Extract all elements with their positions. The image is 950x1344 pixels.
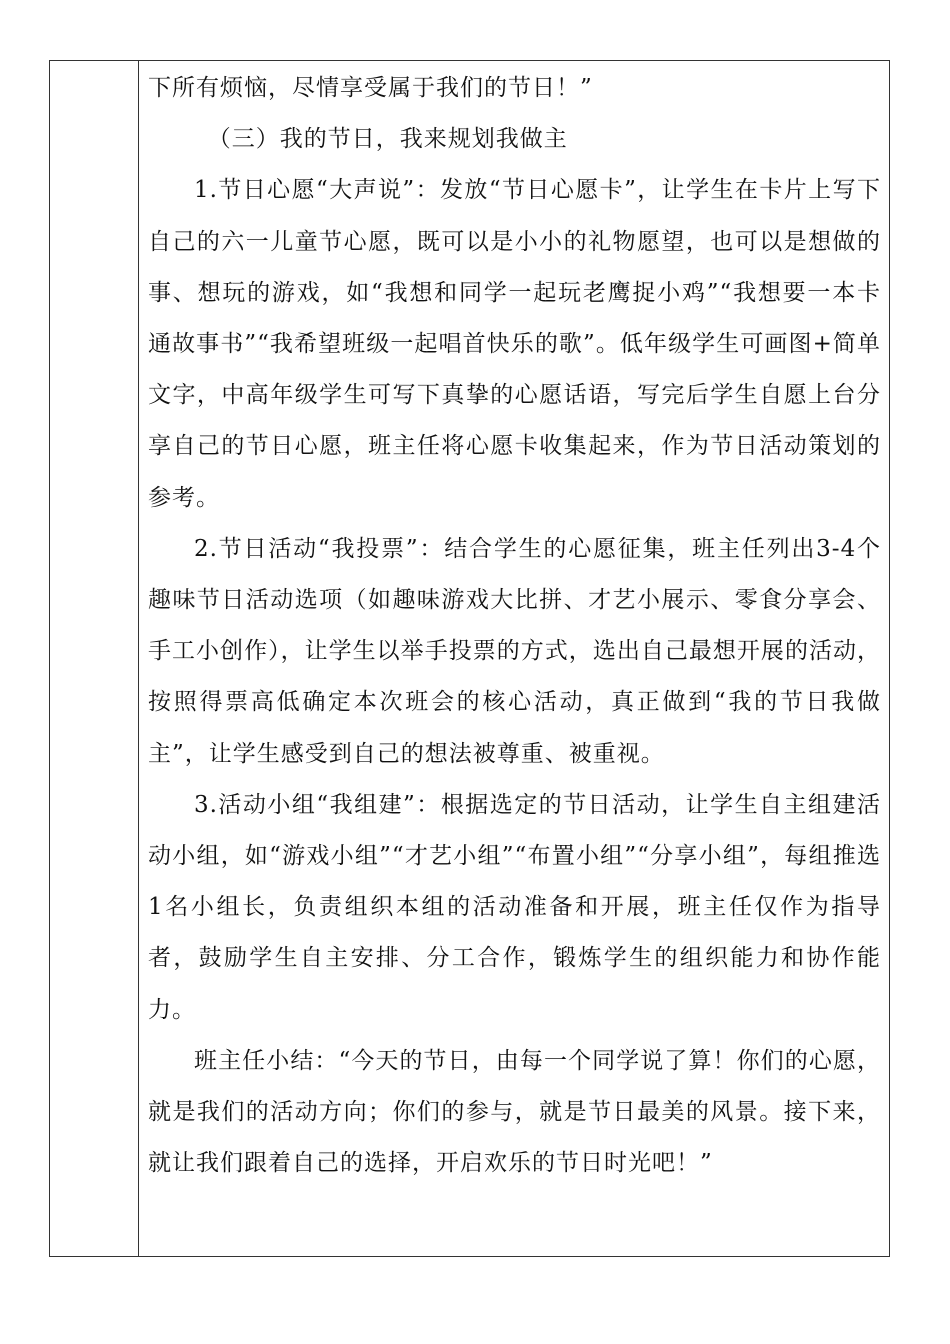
paragraph-summary: 班主任小结：“今天的节日，由每一个同学说了算！你们的心愿，就是我们的活动方向；你们的参与，就是节日最美的风景。接下来，就让我们跟着自己的选择，开启欢乐的节日时光吧！”: [148, 1047, 881, 1177]
paragraph-wish-card: 1.节日心愿“大声说”：发放“节日心愿卡”，让学生在卡片上写下自己的六一儿童节心愿，既可以是小小的礼物愿望，也可以是想做的事、想玩的游戏，如“我想和同学一起玩老鹰捉小鸡”“我想要一本卡通故事书”“我希望班级一起唱首快乐的歌”。低年级学生可画图+简单文字，中高年级学生可写下真挚的心愿话语，写完后学生自愿上台分享自己的节日心愿，班主任将心愿卡收集起来，作为节日活动策划的参考。: [148, 177, 881, 511]
section-heading: （三）我的节日，我来规划我做主: [207, 126, 568, 153]
table-content-cell: [139, 61, 889, 1256]
paragraph-vote: 2.节日活动“我投票”：结合学生的心愿征集，班主任列出3-4个趣味节日活动选项（如趣味游戏大比拼、才艺小展示、零食分享会、手工小创作），让学生以举手投票的方式，选出自己最想开展的活动，按照得票高低确定本次班会的核心活动，真正做到“我的节日我做主”，让学生感受到自己的想法被尊重、被重视。: [148, 535, 881, 767]
paragraph-continuation: 下所有烦恼，尽情享受属于我们的节日！”: [148, 75, 593, 101]
paragraph-groups: 3.活动小组“我组建”：根据选定的节日活动，让学生自主组建活动小组，如“游戏小组”“才艺小组”“布置小组”“分享小组”，每组推选1名小组长，负责组织本组的活动准备和开展，班主任仅作为指导者，鼓励学生自主安排、分工合作，锻炼学生的组织能力和协作能力。: [148, 791, 881, 1023]
table-left-column: [50, 61, 139, 1256]
document-table: [49, 60, 890, 1257]
